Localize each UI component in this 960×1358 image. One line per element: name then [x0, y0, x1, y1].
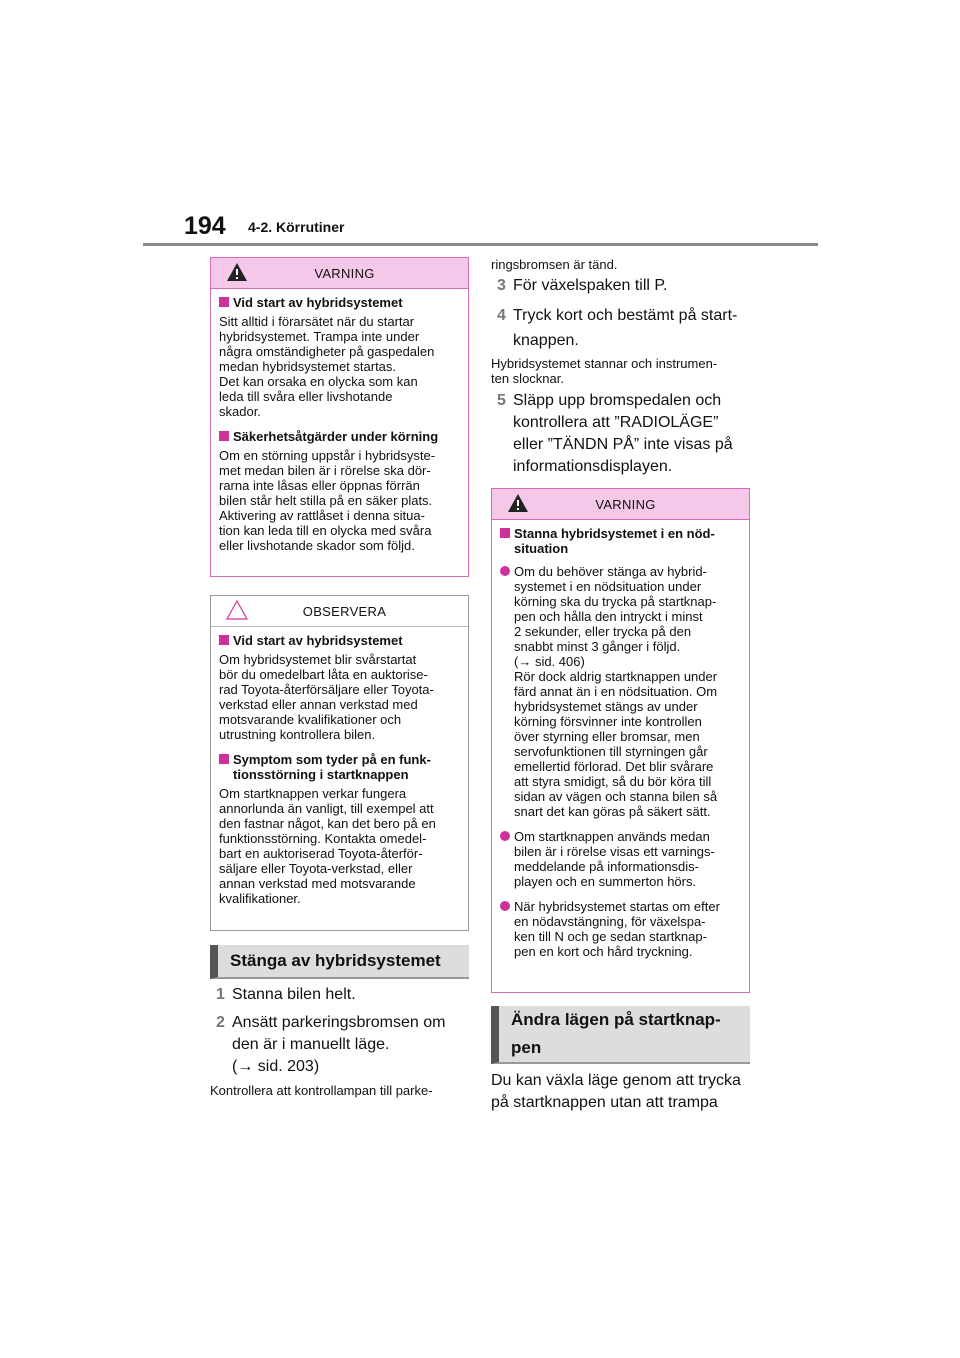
step-3: 3 För växelspaken till P.	[497, 277, 668, 294]
warning-header	[211, 258, 468, 289]
subheading: Stanna hybridsystemet i en nöd- situation	[500, 526, 741, 556]
paragraph-modes: Du kan växla läge genom att trycka på startknappen utan att trampa	[491, 1072, 741, 1111]
bullet-item: Om du behöver stänga av hybrid- systemet i en nödsituation under körning ska du trycka på startknap- pen och hålla den intryckt i minst 2 sekunder, eller trycka på den snabbt minst 3 gånger i följd. (→ sid. 406) Rör dock aldrig startknappen under färd annat än i en nödsituation. Om hybridsystemet stängs av under körning försvinner inte kontrollen över styrning eller bromsar, men servofunktionen till styrningen går emellertid förlorad. Det blir svårare att styra smidigt, så du bör köra till sidan av vägen och stanna bilen så snart det kan göras på säkert sätt.	[500, 564, 741, 819]
notice-label: OBSERVERA	[302, 603, 387, 619]
subheading: Säkerhetsåtgärder under körning	[219, 429, 460, 444]
warning-box-emergency	[491, 488, 750, 993]
round-bullet-icon	[500, 831, 510, 841]
round-bullet-icon	[500, 901, 510, 911]
warning-header	[492, 489, 749, 520]
caution-triangle-icon	[226, 600, 248, 620]
paragraph: Om en störning uppstår i hybridsyste- met medan bilen är i rörelse ska dör- rarna inte låsas eller öppnas förrän bilen står helt stilla på en säker plats. Aktivering av rattlåset i denna situa- tion kan leda till en olycka med svåra eller livshotande skador som följd.	[219, 448, 436, 553]
page-number: 194	[184, 212, 226, 240]
subheading: Vid start av hybridsystemet	[219, 295, 460, 310]
section-title: 4-2. Körrutiner	[248, 219, 345, 235]
bullet-item: Om startknappen används medan bilen är i rörelse visas ett varnings- meddelande på informationsdis- playen och en summerton hörs.	[500, 829, 741, 889]
subheading: Symptom som tyder på en funk- tionsstörning i startknappen	[219, 752, 460, 782]
square-bullet-icon	[219, 431, 229, 441]
step-1: 1 Stanna bilen helt.	[216, 986, 356, 1003]
bullet-item: När hybridsystemet startas om efter en nödavstängning, för växelspa- ken till N och ge sedan startknap- pen en kort och hård tryckning.	[500, 899, 741, 959]
step-5: 5 Släpp upp bromspedalen och kontrollera att ”RADIOLÄGE” eller ”TÄNDN PÅ” inte visas på informationsdisplayen.	[497, 392, 733, 475]
notice-header	[211, 596, 468, 627]
section-heading-modes: Ändra lägen på startknap- pen	[491, 1006, 750, 1064]
square-bullet-icon	[219, 297, 229, 307]
step-2: 2 Ansätt parkeringsbromsen om den är i manuellt läge. (→ sid. 203)	[216, 1014, 446, 1075]
note-continued: ringsbromsen är tänd.	[491, 257, 618, 272]
warning-triangle-icon	[226, 262, 248, 282]
warning-label: VARNING	[314, 265, 375, 281]
square-bullet-icon	[219, 635, 229, 645]
square-bullet-icon	[500, 528, 510, 538]
header-rule	[143, 243, 818, 246]
step-4: 4 Tryck kort och bestämt på start- knappen.	[497, 307, 738, 349]
warning-box-start	[210, 257, 469, 577]
notice-box	[210, 595, 469, 931]
paragraph: Om hybridsystemet blir svårstartat bör du omedelbart låta en auktorise- rad Toyota-återförsäljare eller Toyota- verkstad eller annan verkstad med motsvarande kvalifikationer och utrustning kontrollera bilen.	[219, 652, 434, 742]
round-bullet-icon	[500, 566, 510, 576]
warning-triangle-icon	[507, 493, 529, 513]
warning-label: VARNING	[595, 496, 656, 512]
square-bullet-icon	[219, 754, 229, 764]
section-heading-stop: Stänga av hybridsystemet	[210, 945, 469, 979]
paragraph: Om startknappen verkar fungera annorlunda än vanligt, till exempel att den fastnar något, kan det bero på en funktionsstörning. Kontakta omedel- bart en auktoriserad Toyota-återför- säljare eller Toyota-verkstad, eller annan verkstad med motsvarande kvalifikationer.	[219, 786, 436, 906]
note-left: Kontrollera att kontrollampan till parke-	[210, 1083, 433, 1098]
note-right: Hybridsystemet stannar och instrumen- ten slocknar.	[491, 356, 718, 386]
subheading: Vid start av hybridsystemet	[219, 633, 460, 648]
paragraph: Sitt alltid i förarsätet när du startar hybridsystemet. Trampa inte under några omständigheter på gaspedalen medan hybridsystemet startas. Det kan orsaka en olycka som kan leda till svåra eller livshotande skador.	[219, 314, 435, 419]
